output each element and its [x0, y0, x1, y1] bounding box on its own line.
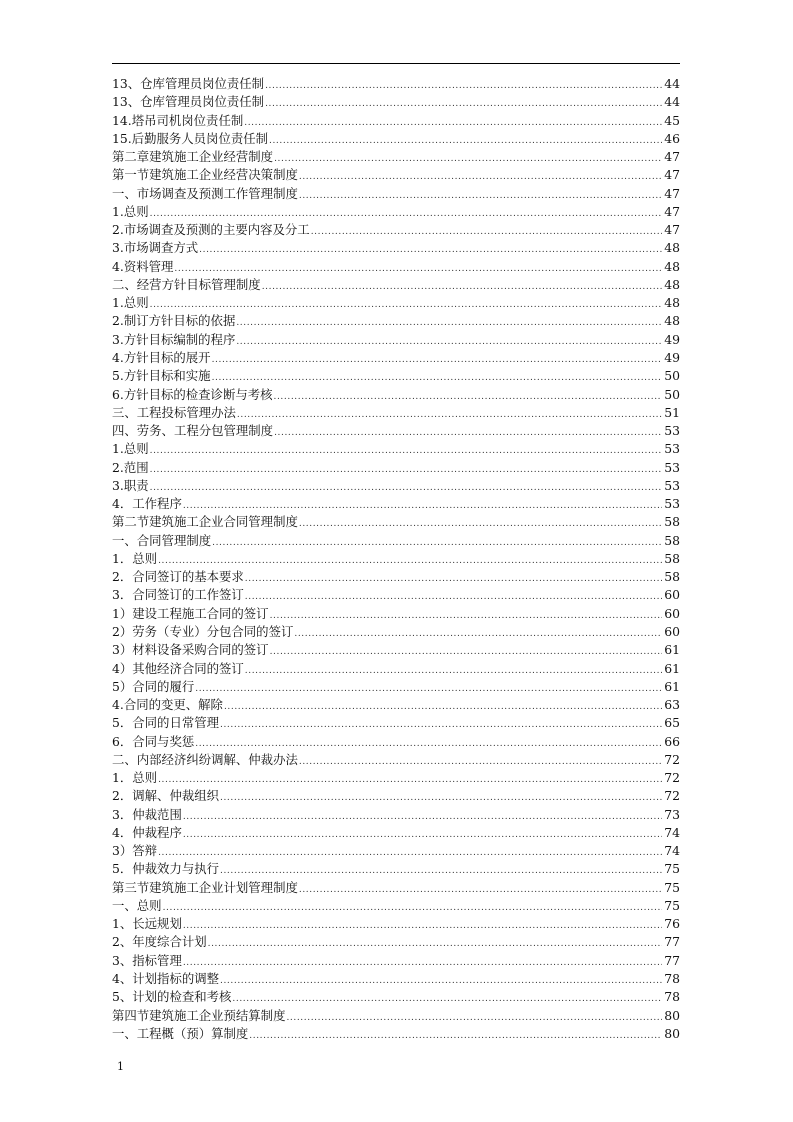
toc-dot-leader: [212, 369, 663, 387]
toc-entry-page: 60: [664, 623, 680, 639]
toc-entry-page: 58: [664, 532, 680, 548]
toc-entry-page: 48: [664, 240, 680, 256]
toc-entry-title: 第二节建筑施工企业合同管理制度: [112, 514, 298, 530]
toc-dot-leader: [212, 534, 662, 552]
toc-entry-page: 49: [664, 349, 680, 365]
toc-dot-leader: [245, 588, 662, 606]
toc-entry-title: 三、工程投标管理办法: [112, 404, 236, 420]
toc-dot-leader: [245, 662, 662, 680]
toc-entry-page: 53: [664, 459, 680, 475]
toc-entry-page: 49: [664, 331, 680, 347]
toc-entry[interactable]: [112, 294, 680, 312]
toc-dot-leader: [274, 424, 662, 442]
toc-entry-title: 3.方针目标编制的程序: [112, 331, 236, 347]
toc-entry-page: 47: [664, 203, 680, 219]
toc-entry-title: 2．合同签订的基本要求: [112, 569, 244, 585]
toc-dot-leader: [265, 77, 662, 95]
toc-entry[interactable]: [112, 586, 680, 604]
toc-entry[interactable]: [112, 605, 680, 623]
toc-entry-title: 1、长远规划: [112, 916, 182, 932]
toc-entry[interactable]: [112, 733, 680, 751]
toc-entry-page: 44: [664, 76, 680, 91]
toc-entry[interactable]: [112, 1025, 680, 1043]
toc-entry[interactable]: [112, 1007, 680, 1025]
toc-entry-page: 80: [664, 1007, 680, 1023]
toc-entry-page: 58: [664, 550, 680, 566]
toc-entry-title: 1.总则: [112, 295, 149, 311]
toc-dot-leader: [270, 607, 663, 625]
toc-entry-page: 74: [664, 824, 680, 840]
toc-entry[interactable]: [112, 404, 680, 422]
toc-entry-title: 3.职责: [112, 477, 149, 493]
toc-entry[interactable]: [112, 952, 680, 970]
toc-entry-page: 47: [664, 149, 680, 165]
toc-entry[interactable]: [112, 422, 680, 440]
toc-entry-title: 一、合同管理制度: [112, 532, 212, 548]
toc-dot-leader: [299, 753, 662, 771]
toc-dot-leader: [299, 881, 662, 899]
toc-entry-page: 61: [664, 642, 680, 658]
toc-entry[interactable]: [112, 678, 680, 696]
toc-entry[interactable]: [112, 641, 680, 659]
toc-entry[interactable]: [112, 532, 680, 550]
toc-entry-title: 3.市场调查方式: [112, 240, 199, 256]
toc-entry-page: 78: [664, 971, 680, 987]
toc-entry-page: 77: [664, 934, 680, 950]
toc-entry-title: 6.方针目标的检查诊断与考核: [112, 386, 273, 402]
toc-dot-leader: [269, 132, 662, 150]
toc-entry-title: 1．总则: [112, 770, 158, 786]
toc-entry-title: 3．合同签订的工作签订: [112, 587, 244, 603]
toc-entry-page: 53: [664, 496, 680, 512]
toc-entry[interactable]: [112, 75, 680, 93]
toc-entry-page: 58: [664, 569, 680, 585]
toc-dot-leader: [208, 935, 663, 953]
toc-entry[interactable]: [112, 988, 680, 1006]
toc-dot-leader: [236, 314, 662, 332]
toc-entry[interactable]: [112, 787, 680, 805]
toc-entry-title: 2.制订方针目标的依据: [112, 313, 236, 329]
toc-entry-title: 一、市场调查及预测工作管理制度: [112, 185, 298, 201]
toc-entry[interactable]: [112, 166, 680, 184]
toc-entry[interactable]: [112, 477, 680, 495]
toc-entry-title: 第四节建筑施工企业预结算制度: [112, 1007, 286, 1023]
toc-entry-page: 63: [664, 697, 680, 713]
toc-dot-leader: [286, 1009, 662, 1027]
toc-dot-leader: [311, 223, 663, 241]
toc-entry[interactable]: [112, 970, 680, 988]
toc-dot-leader: [270, 643, 663, 661]
toc-dot-leader: [224, 698, 662, 716]
toc-entry-title: 一、总则: [112, 897, 162, 913]
toc-entry[interactable]: [112, 221, 680, 239]
toc-entry-title: 5．合同的日常管理: [112, 715, 220, 731]
toc-entry-page: 53: [664, 441, 680, 457]
toc-entry-page: 75: [664, 861, 680, 877]
toc-dot-leader: [245, 570, 662, 588]
toc-dot-leader: [265, 95, 662, 113]
toc-entry-title: 四、劳务、工程分包管理制度: [112, 423, 274, 439]
page-number: 1: [117, 1060, 124, 1073]
toc-entry-title: 4.方针目标的展开: [112, 349, 211, 365]
toc-entry-title: 1.总则: [112, 441, 149, 457]
toc-dot-leader: [220, 789, 662, 807]
toc-entry-title: 5、计划的检查和考核: [112, 989, 232, 1005]
toc-entry-title: 4.资料管理: [112, 258, 174, 274]
toc-entry[interactable]: [112, 349, 680, 367]
toc-entry-page: 72: [664, 770, 680, 786]
toc-dot-leader: [232, 990, 662, 1008]
toc-entry-page: 73: [664, 806, 680, 822]
toc-entry[interactable]: [112, 203, 680, 221]
toc-entry-page: 72: [664, 788, 680, 804]
toc-entry[interactable]: [112, 714, 680, 732]
toc-entry-title: 13、仓库管理员岗位责任制: [112, 94, 265, 110]
toc-dot-leader: [150, 479, 663, 497]
toc-entry-page: 50: [664, 386, 680, 402]
toc-dot-leader: [220, 972, 662, 990]
toc-dot-leader: [183, 954, 662, 972]
toc-dot-leader: [274, 150, 662, 168]
toc-dot-leader: [220, 716, 662, 734]
toc-entry-title: 3．仲裁范围: [112, 806, 182, 822]
toc-entry-page: 75: [664, 879, 680, 895]
toc-entry-title: 二、经营方针目标管理制度: [112, 276, 261, 292]
toc-entry-title: 第三节建筑施工企业计划管理制度: [112, 879, 298, 895]
toc-entry[interactable]: [112, 860, 680, 878]
toc-dot-leader: [212, 351, 663, 369]
toc-entry-title: 5．仲裁效力与执行: [112, 861, 220, 877]
toc-dot-leader: [199, 241, 662, 259]
toc-entry-title: 2．调解、仲裁组织: [112, 788, 220, 804]
toc-dot-leader: [249, 1027, 662, 1045]
toc-entry-title: 1.总则: [112, 203, 149, 219]
toc-entry-page: 58: [664, 514, 680, 530]
toc-entry-page: 47: [664, 167, 680, 183]
toc-entry[interactable]: [112, 915, 680, 933]
toc-entry-title: 5）合同的履行: [112, 678, 195, 694]
toc-entry[interactable]: [112, 112, 680, 130]
toc-entry-page: 72: [664, 751, 680, 767]
toc-dot-leader: [299, 515, 662, 533]
toc-entry-title: 1）建设工程施工合同的签订: [112, 605, 269, 621]
toc-entry[interactable]: [112, 769, 680, 787]
toc-entry-page: 60: [664, 587, 680, 603]
toc-entry[interactable]: [112, 386, 680, 404]
toc-entry-page: 61: [664, 678, 680, 694]
toc-entry[interactable]: [112, 148, 680, 166]
toc-dot-leader: [158, 844, 662, 862]
toc-entry[interactable]: [112, 495, 680, 513]
toc-entry-title: 4.合同的变更、解除: [112, 697, 223, 713]
toc-dot-leader: [274, 388, 663, 406]
toc-entry[interactable]: [112, 806, 680, 824]
toc-entry-page: 53: [664, 423, 680, 439]
toc-entry-title: 13、仓库管理员岗位责任制: [112, 76, 265, 91]
toc-entry-title: 15.后勤服务人员岗位责任制: [112, 130, 269, 146]
toc-dot-leader: [163, 899, 663, 917]
toc-entry[interactable]: [112, 367, 680, 385]
toc-dot-leader: [158, 771, 662, 789]
toc-entry[interactable]: [112, 550, 680, 568]
toc-entry-title: 1．总则: [112, 550, 158, 566]
toc-dot-leader: [183, 808, 662, 826]
toc-dot-leader: [236, 333, 662, 351]
toc-entry-page: 44: [664, 94, 680, 110]
toc-entry-page: 75: [664, 897, 680, 913]
toc-entry[interactable]: [112, 185, 680, 203]
toc-entry-page: 48: [664, 295, 680, 311]
toc-entry-title: 4）其他经济合同的签订: [112, 660, 244, 676]
toc-entry-title: 二、内部经济纠纷调解、仲裁办法: [112, 751, 298, 767]
toc-entry-page: 80: [664, 1025, 680, 1041]
toc-entry-page: 66: [664, 733, 680, 749]
toc-entry-page: 74: [664, 843, 680, 859]
toc-entry[interactable]: [112, 696, 680, 714]
toc-entry-page: 53: [664, 477, 680, 493]
header-rule: [112, 63, 680, 64]
toc-entry-title: 2）劳务（专业）分包合同的签订: [112, 623, 294, 639]
toc-dot-leader: [150, 442, 663, 460]
toc-entry[interactable]: [112, 459, 680, 477]
toc-entry[interactable]: [112, 258, 680, 276]
toc-entry-title: 3）答辩: [112, 843, 158, 859]
toc-dot-leader: [299, 168, 662, 186]
toc-entry-title: 3、指标管理: [112, 952, 182, 968]
toc-entry[interactable]: [112, 842, 680, 860]
toc-entry[interactable]: [112, 276, 680, 294]
toc-entry-title: 2.市场调查及预测的主要内容及分工: [112, 222, 310, 238]
toc-dot-leader: [294, 625, 662, 643]
table-of-contents: [112, 75, 680, 1043]
toc-entry-title: 2、年度综合计划: [112, 934, 207, 950]
toc-dot-leader: [195, 680, 662, 698]
toc-entry[interactable]: [112, 897, 680, 915]
toc-dot-leader: [262, 278, 663, 296]
toc-entry-title: 3）材料设备采购合同的签订: [112, 642, 269, 658]
toc-entry[interactable]: [112, 568, 680, 586]
toc-entry-page: 47: [664, 185, 680, 201]
toc-entry-page: 45: [664, 112, 680, 128]
toc-entry-title: 第二章建筑施工企业经营制度: [112, 149, 274, 165]
toc-entry[interactable]: [112, 130, 680, 148]
toc-entry[interactable]: [112, 331, 680, 349]
toc-entry-page: 48: [664, 313, 680, 329]
toc-dot-leader: [150, 461, 663, 479]
toc-entry-page: 48: [664, 276, 680, 292]
toc-entry[interactable]: [112, 440, 680, 458]
toc-entry-title: 4．工作程序: [112, 496, 182, 512]
toc-entry[interactable]: [112, 513, 680, 531]
toc-entry-page: 46: [664, 130, 680, 146]
toc-entry[interactable]: [112, 239, 680, 257]
toc-entry-title: 14.塔吊司机岗位责任制: [112, 112, 244, 128]
toc-entry[interactable]: [112, 623, 680, 641]
toc-entry-page: 51: [664, 404, 680, 420]
toc-entry[interactable]: [112, 312, 680, 330]
toc-entry[interactable]: [112, 93, 680, 111]
toc-dot-leader: [183, 826, 662, 844]
toc-entry-title: 4、计划指标的调整: [112, 971, 220, 987]
toc-entry-title: 一、工程概（预）算制度: [112, 1025, 249, 1041]
toc-entry-page: 48: [664, 258, 680, 274]
toc-entry-page: 60: [664, 605, 680, 621]
toc-entry-title: 2.范围: [112, 459, 149, 475]
toc-entry-page: 65: [664, 715, 680, 731]
toc-entry-page: 78: [664, 989, 680, 1005]
toc-dot-leader: [299, 187, 662, 205]
toc-entry-page: 61: [664, 660, 680, 676]
toc-entry[interactable]: [112, 751, 680, 769]
toc-entry[interactable]: [112, 660, 680, 678]
toc-entry[interactable]: [112, 824, 680, 842]
toc-dot-leader: [183, 917, 662, 935]
toc-entry[interactable]: [112, 879, 680, 897]
toc-entry[interactable]: [112, 933, 680, 951]
toc-dot-leader: [244, 114, 662, 132]
toc-entry-title: 4．仲裁程序: [112, 824, 182, 840]
toc-entry-title: 6．合同与奖惩: [112, 733, 195, 749]
toc-entry-title: 5.方针目标和实施: [112, 368, 211, 384]
toc-entry-page: 50: [664, 368, 680, 384]
toc-entry-title: 第一节建筑施工企业经营决策制度: [112, 167, 298, 183]
toc-entry-page: 76: [664, 916, 680, 932]
toc-entry-page: 77: [664, 952, 680, 968]
toc-dot-leader: [237, 406, 662, 424]
toc-entry-page: 47: [664, 222, 680, 238]
